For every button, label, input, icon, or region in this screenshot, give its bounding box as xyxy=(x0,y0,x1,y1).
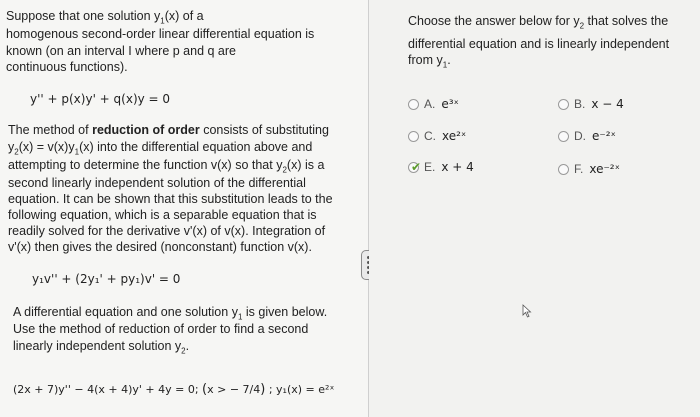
prompt-line-1: Choose the answer below for $y_2$ that solves the xyxy=(408,14,669,31)
option-f-radio[interactable] xyxy=(558,164,569,175)
para-line-6: following equation, which is a separable equation that is xyxy=(8,208,317,222)
para-line-5: equation. It can be shown that this substitution leads to the xyxy=(8,192,333,206)
prompt-line-2: differential equation and is linearly independent xyxy=(408,37,670,51)
option-letter: C. xyxy=(424,129,436,143)
option-letter: F. xyxy=(574,162,584,176)
option-e[interactable] xyxy=(408,160,474,174)
prompt-line-3: from $y_1$. xyxy=(408,53,451,70)
option-d[interactable] xyxy=(558,129,616,143)
para-line-1: The method of reduction of order consists of substituting xyxy=(8,123,329,137)
option-c[interactable] xyxy=(408,129,466,143)
para-line-7: readily solved for the derivative v'(x) of v(x). Integration of xyxy=(8,224,326,238)
option-d-radio[interactable] xyxy=(558,131,569,142)
option-a-radio[interactable] xyxy=(408,99,419,110)
option-e-radio[interactable] xyxy=(408,159,422,174)
option-b[interactable] xyxy=(558,97,624,111)
option-expr: xe⁻²ˣ xyxy=(589,162,620,176)
option-expr: x + 4 xyxy=(441,160,474,174)
option-b-radio[interactable] xyxy=(558,99,569,110)
equation-general: y'' + p(x)y' + q(x)y = 0 xyxy=(30,92,171,106)
checkmark-icon: ✔ xyxy=(411,159,422,174)
intro-line-2: homogenous second-order linear differential equation is xyxy=(6,27,315,41)
given-line-3: linearly independent solution $y_2$. xyxy=(13,339,190,356)
option-expr: e³ˣ xyxy=(441,97,459,111)
option-expr: e⁻²ˣ xyxy=(592,129,616,143)
intro-line-1: Suppose that one solution $y_1(x)$ of a xyxy=(6,9,204,26)
para-line-4: second linearly independent solution of the differential xyxy=(8,176,306,190)
para-line-3: attempting to determine the function v(x) so that $y_2(x)$ is a xyxy=(8,158,325,175)
option-expr: xe²ˣ xyxy=(442,129,467,143)
option-letter: D. xyxy=(574,129,586,143)
given-line-1: A differential equation and one solution $y_1$ is given below. xyxy=(13,305,328,322)
option-letter: B. xyxy=(574,97,586,111)
equation-given: (2x + 7)y'' − 4(x + 4)y' + 4y = 0; (x > − 7/4) ; y₁(x) = e²ˣ xyxy=(13,382,335,397)
para-line-2: $y_2(x) = v(x)y_1(x)$ into the differential equation above and xyxy=(8,140,313,157)
option-letter: A. xyxy=(424,97,436,111)
para-line-8: v'(x) then gives the desired (nonconstant) function v(x). xyxy=(8,240,312,254)
option-c-radio[interactable] xyxy=(408,131,419,142)
option-a[interactable] xyxy=(408,97,459,111)
given-line-2: Use the method of reduction of order to find a second xyxy=(13,322,309,336)
intro-line-3: known (on an interval I where p and q are xyxy=(6,44,236,58)
option-letter: E. xyxy=(424,160,436,174)
option-expr: x − 4 xyxy=(591,97,624,111)
option-f[interactable] xyxy=(558,162,620,176)
equation-reduced: y₁v'' + (2y₁' + py₁)v' = 0 xyxy=(32,272,181,286)
mouse-cursor-icon xyxy=(522,304,532,318)
intro-line-4: continuous functions). xyxy=(6,60,128,74)
